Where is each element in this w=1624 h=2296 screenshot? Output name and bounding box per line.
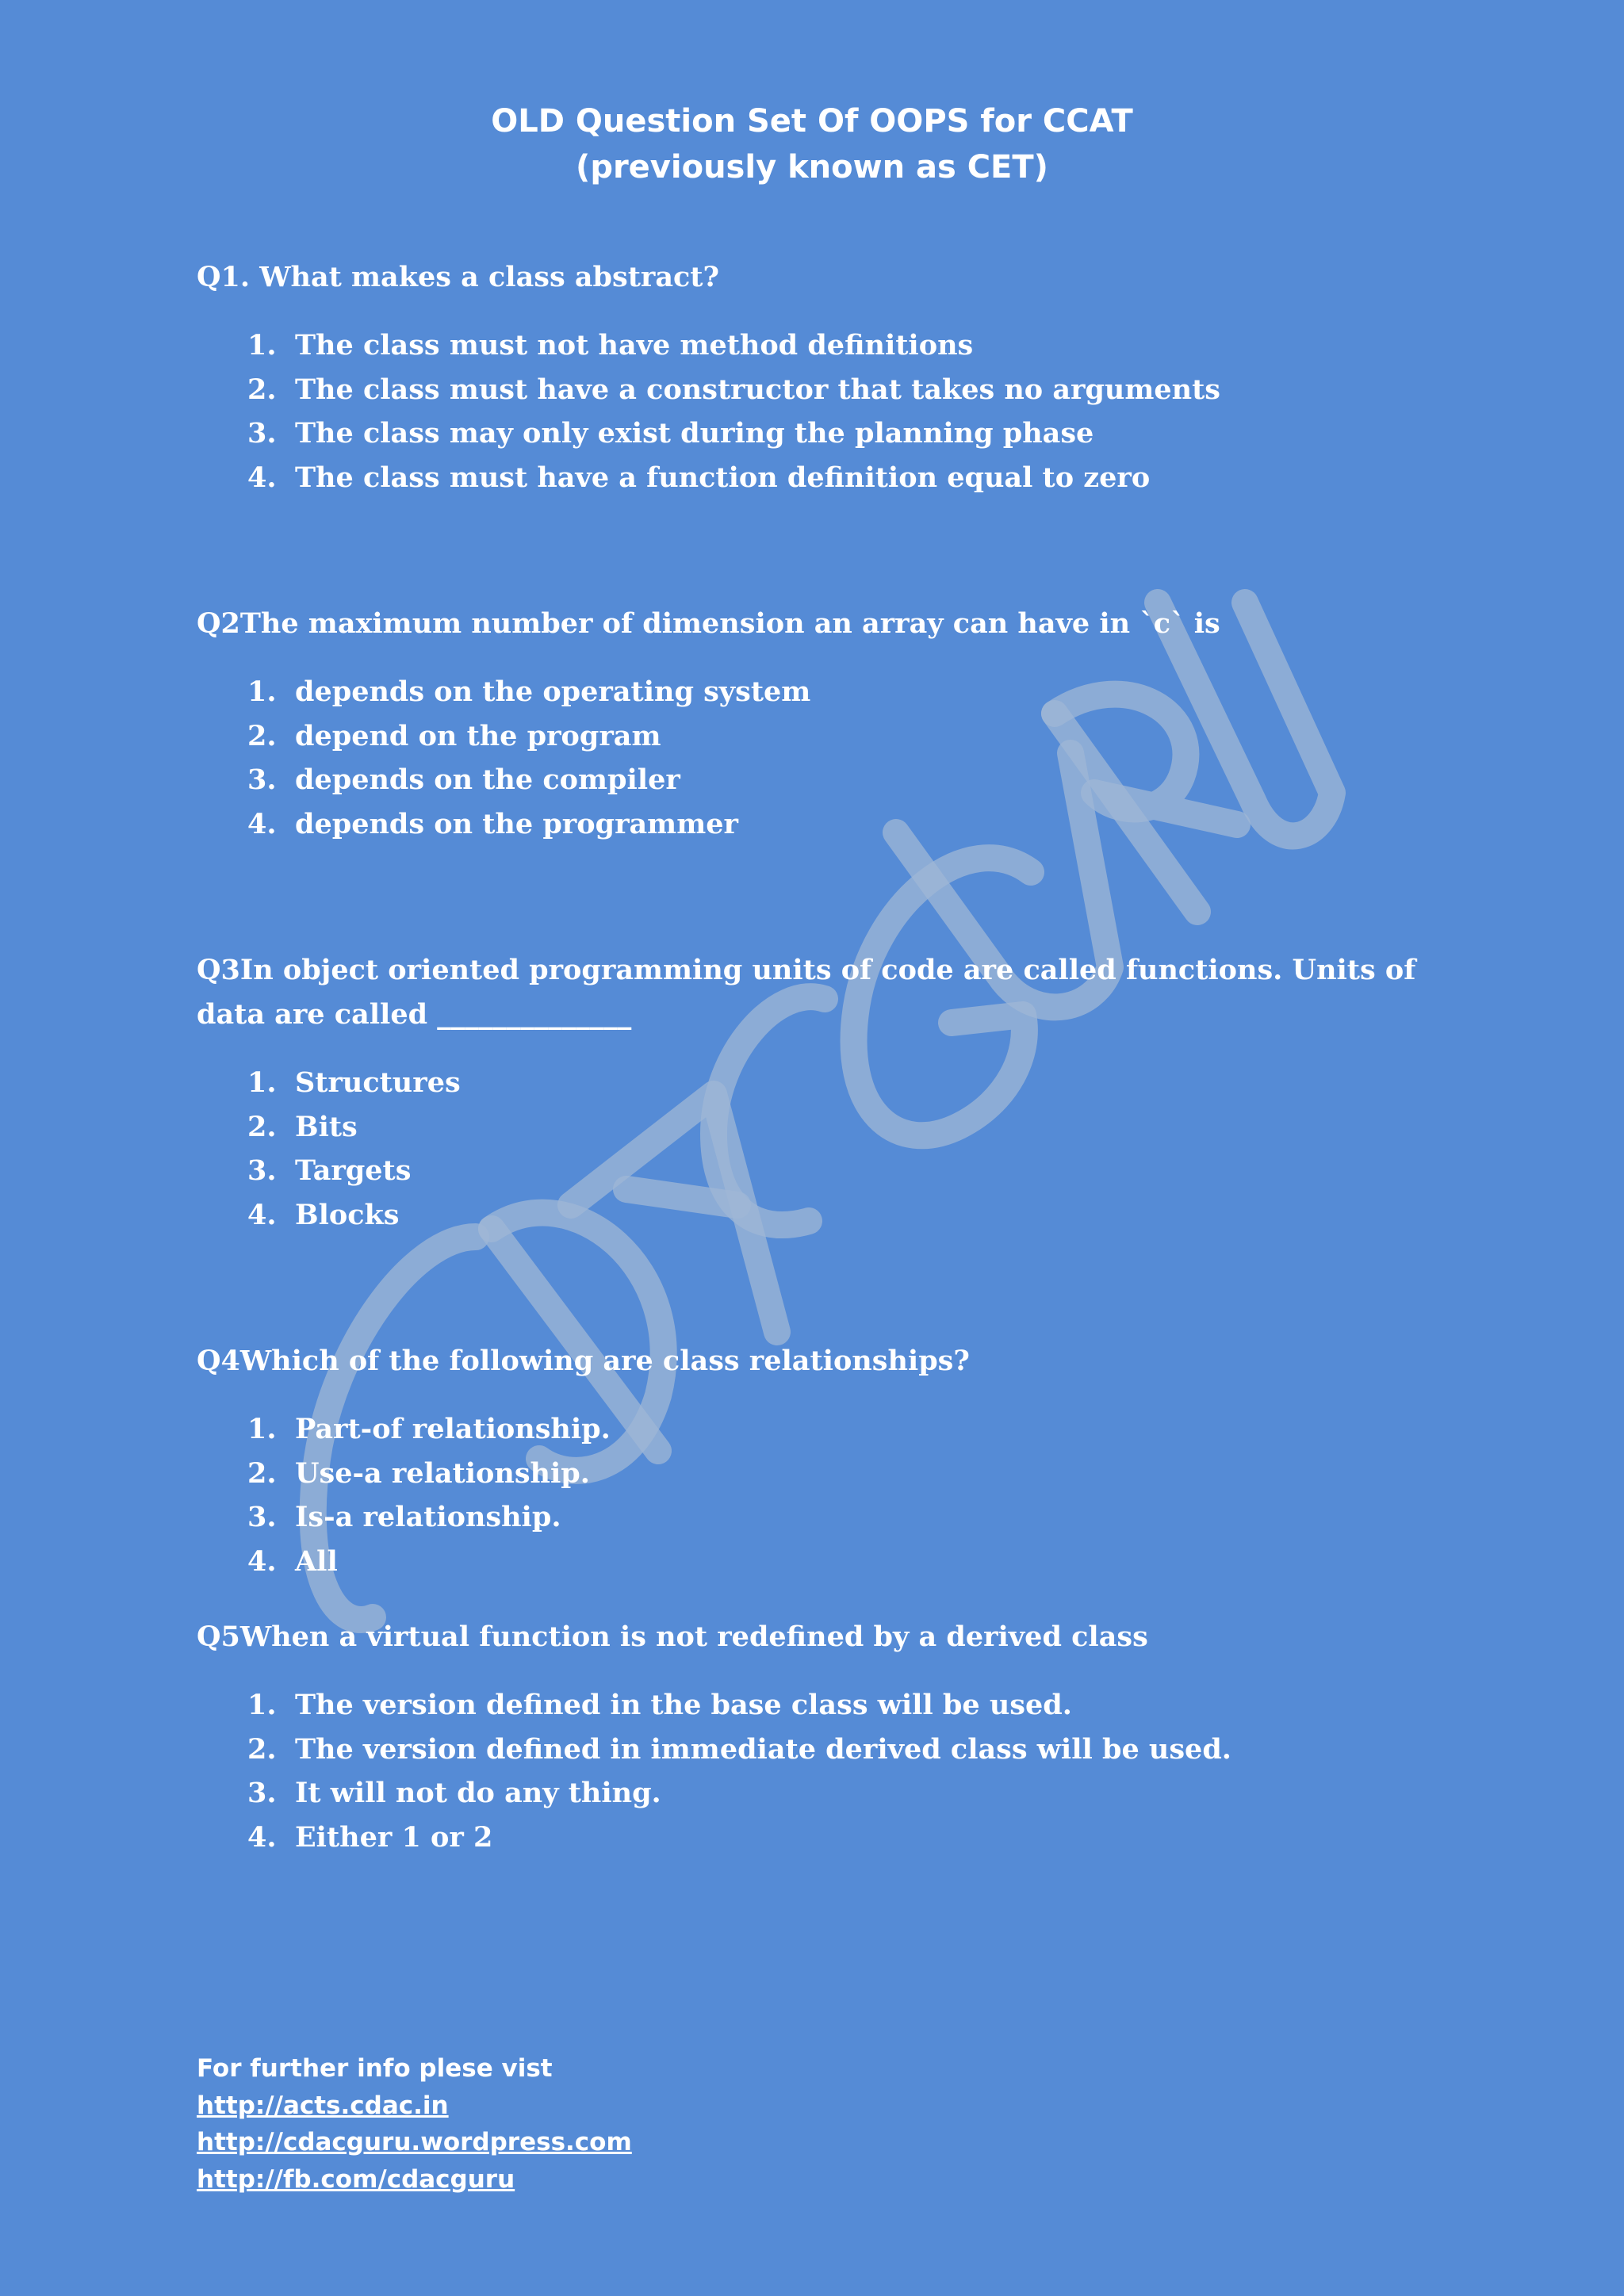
option xyxy=(197,1149,1450,1193)
link-acts-cdac[interactable]: http://acts.cdac.in xyxy=(197,2091,449,2120)
footer-intro-text: For further info plese vist xyxy=(197,2054,553,2083)
option-text: The version defined in immediate derived class will be used. xyxy=(295,1732,1231,1766)
option-number: 2. xyxy=(247,1110,277,1143)
question-2 xyxy=(197,602,1450,846)
link-fb-cdacguru[interactable]: http://fb.com/cdacguru xyxy=(197,2164,515,2194)
option xyxy=(197,1540,1450,1584)
question-3-options xyxy=(197,1061,1450,1237)
option xyxy=(197,323,1450,368)
option-text: Use-a relationship. xyxy=(295,1456,590,1490)
question-3 xyxy=(197,948,1450,1237)
footer-info xyxy=(197,2050,632,2198)
question-1-options xyxy=(197,323,1450,499)
option-text: Is-a relationship. xyxy=(295,1501,561,1534)
question-4-options xyxy=(197,1407,1450,1583)
option xyxy=(197,1452,1450,1496)
option-number: 3. xyxy=(247,763,277,797)
option xyxy=(197,1193,1450,1238)
option xyxy=(197,758,1450,802)
option-text: Either 1 or 2 xyxy=(295,1820,493,1854)
question-1 xyxy=(197,255,1450,499)
option-number: 1. xyxy=(247,1689,277,1721)
option-number: 1. xyxy=(247,329,277,362)
option-number: 3. xyxy=(247,417,277,450)
question-3-text: Q3In object oriented programming units of code are called functions. Units of data are called ______________ xyxy=(197,954,1426,1031)
option-number: 2. xyxy=(247,373,277,406)
question-5-text: Q5When a virtual function is not redefined by a derived class xyxy=(197,1621,1148,1653)
option-number: 3. xyxy=(247,1777,277,1810)
option xyxy=(197,456,1450,500)
title-line-2: (previously known as CET) xyxy=(576,149,1048,186)
option-text: Structures xyxy=(295,1066,461,1099)
question-1-text: Q1. What makes a class abstract? xyxy=(197,261,719,293)
option-text: Blocks xyxy=(295,1198,400,1231)
option xyxy=(197,1683,1450,1728)
option-text: depends on the programmer xyxy=(295,807,738,840)
option-text: The class may only exist during the planning phase xyxy=(295,417,1094,450)
option-text: depend on the program xyxy=(295,719,661,752)
option-number: 2. xyxy=(247,719,277,752)
option-number: 1. xyxy=(247,675,277,708)
option-text: Part-of relationship. xyxy=(295,1413,611,1445)
option xyxy=(197,1407,1450,1452)
option xyxy=(197,670,1450,714)
question-5 xyxy=(197,1615,1450,1859)
question-4-text: Q4Which of the following are class relationships? xyxy=(197,1345,970,1377)
option-text: depends on the operating system xyxy=(295,675,811,708)
option-text: All xyxy=(295,1544,338,1578)
option-number: 4. xyxy=(247,807,277,840)
option-text: Targets xyxy=(295,1154,412,1188)
option xyxy=(197,714,1450,759)
document-title xyxy=(0,98,1624,190)
option xyxy=(197,368,1450,412)
option-number: 4. xyxy=(247,1198,277,1231)
option xyxy=(197,411,1450,456)
question-5-options xyxy=(197,1683,1450,1859)
link-cdacguru-wordpress[interactable]: http://cdacguru.wordpress.com xyxy=(197,2128,632,2156)
option xyxy=(197,1495,1450,1540)
option-text: The class must not have method definitions xyxy=(295,329,974,362)
option-number: 4. xyxy=(247,1820,277,1854)
option-number: 2. xyxy=(247,1456,277,1490)
option-number: 2. xyxy=(247,1732,277,1766)
option-text: It will not do any thing. xyxy=(295,1777,661,1810)
option-number: 4. xyxy=(247,1544,277,1578)
option-number: 3. xyxy=(247,1154,277,1188)
option-text: The class must have a function definition equal to zero xyxy=(295,461,1151,494)
option-text: depends on the compiler xyxy=(295,763,680,797)
option xyxy=(197,802,1450,847)
question-4 xyxy=(197,1339,1450,1583)
option xyxy=(197,1771,1450,1816)
option xyxy=(197,1061,1450,1105)
question-2-text: Q2The maximum number of dimension an array can have in `c` is xyxy=(197,607,1220,640)
option xyxy=(197,1105,1450,1150)
option xyxy=(197,1816,1450,1860)
option-text: The version defined in the base class will be used. xyxy=(295,1689,1072,1721)
option xyxy=(197,1728,1450,1772)
option-text: Bits xyxy=(295,1110,358,1143)
title-line-1: OLD Question Set Of OOPS for CCAT xyxy=(491,103,1133,140)
option-number: 1. xyxy=(247,1066,277,1099)
option-number: 4. xyxy=(247,461,277,494)
question-2-options xyxy=(197,670,1450,846)
option-number: 1. xyxy=(247,1413,277,1445)
option-number: 3. xyxy=(247,1501,277,1534)
option-text: The class must have a constructor that takes no arguments xyxy=(295,373,1220,406)
